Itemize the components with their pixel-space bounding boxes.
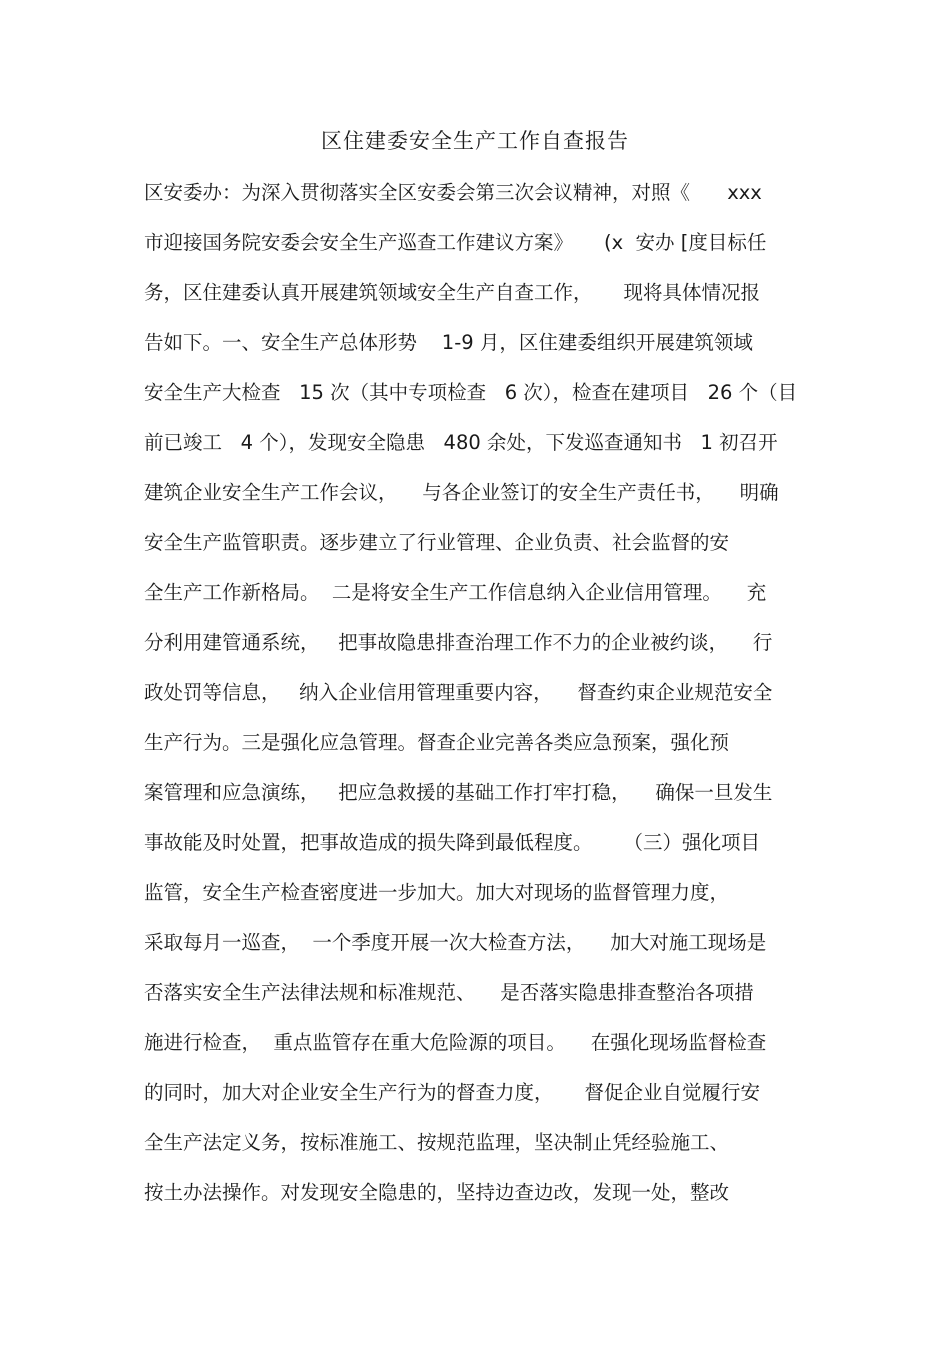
document-title: 区住建委安全生产工作自查报告 [321,129,629,153]
body-line: 分利用建管通系统， 把事故隐患排查治理工作不力的企业被约谈， 行 [144,631,773,654]
body-line: 生产行为。三是强化应急管理。督查企业完善各类应急预案，强化预 [144,731,730,754]
body-line: 监管，安全生产检查密度进一步加大。加大对现场的监督管理力度， [144,881,730,904]
body-line: 采取每月一巡查， 一个季度开展一次大检查方法， 加大对施工现场是 [144,931,767,954]
body-line: 区安委办：为深入贯彻落实全区安委会第三次会议精神，对照《 xxx [144,181,762,204]
body-line: 施进行检查， 重点监管存在重大危险源的项目。 在强化现场监督检查 [144,1031,767,1054]
body-line: 政处罚等信息， 纳入企业信用管理重要内容， 督查约束企业规范安全 [144,681,773,704]
body-line: 按土办法操作。对发现安全隐患的，坚持边查边改，发现一处，整改 [144,1181,730,1204]
body-line: 安全生产大检查 15 次（其中专项检查 6 次），检查在建项目 26 个（目 [144,381,798,404]
body-line: 建筑企业安全生产工作会议， 与各企业签订的安全生产责任书， 明确 [144,481,779,504]
body-line: 的同时，加大对企业安全生产行为的督查力度， 督促企业自觉履行安 [144,1081,760,1104]
document-body [144,176,806,1226]
body-line: 否落实安全生产法律法规和标准规范、 是否落实隐患排查整治各项措 [144,981,754,1004]
body-line: 安全生产监管职责。逐步建立了行业管理、企业负责、社会监督的安 [144,531,730,554]
body-line: 全生产法定义务，按标准施工、按规范监理，坚决制止凭经验施工、 [144,1131,730,1154]
body-line: 案管理和应急演练， 把应急救援的基础工作打牢打稳， 确保一旦发生 [144,781,773,804]
body-line: 市迎接国务院安委会安全生产巡查工作建议方案》 (x 安办 [度目标任 [144,231,767,254]
body-line: 全生产工作新格局。 二是将安全生产工作信息纳入企业信用管理。 充 [144,581,767,604]
body-line: 事故能及时处置，把事故造成的损失降到最低程度。 （三）强化项目 [144,831,760,854]
body-line: 务，区住建委认真开展建筑领域安全生产自查工作， 现将具体情况报 [144,281,760,304]
body-line: 告如下。一、安全生产总体形势 1-9 月，区住建委组织开展建筑领域 [144,331,753,354]
body-line: 前已竣工 4 个），发现安全隐患 480 余处，下发巡查通知书 1 初召开 [144,431,778,454]
